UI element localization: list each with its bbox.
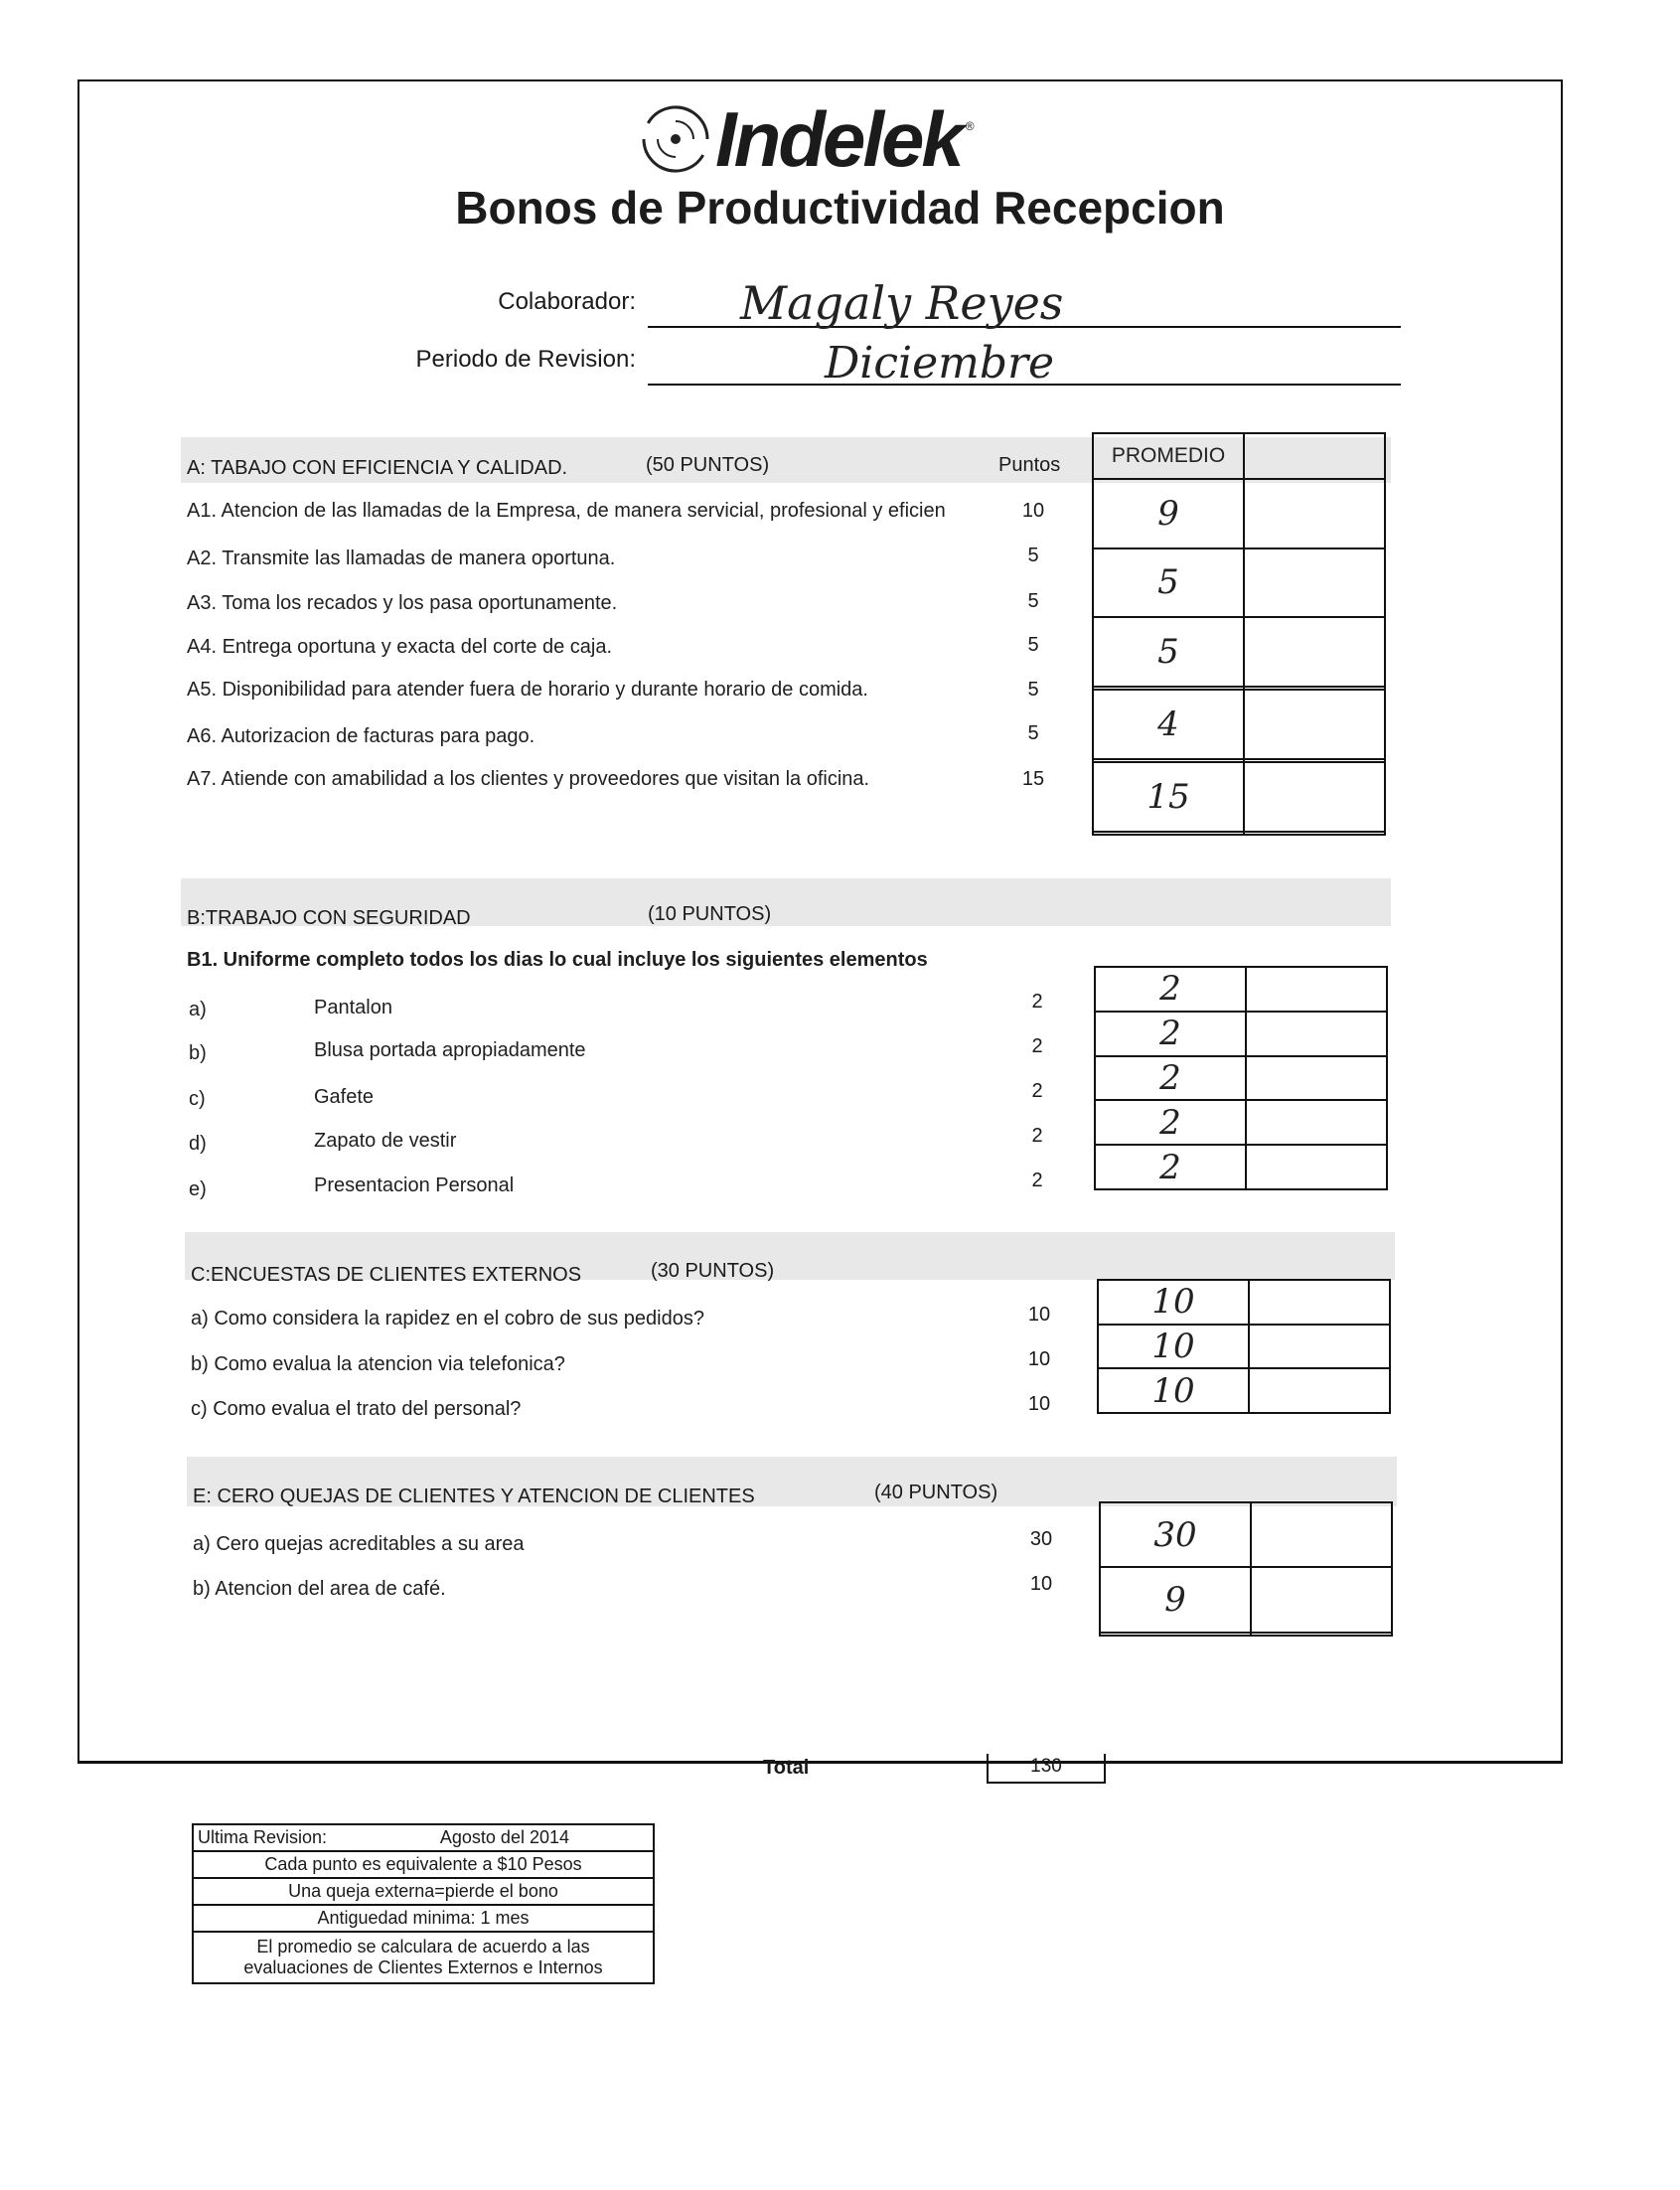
item-e-a: a) Cero quejas acreditables a su area <box>193 1533 525 1555</box>
section-e-title: E: CERO QUEJAS DE CLIENTES Y ATENCION DE CLIENTES <box>193 1486 755 1507</box>
total-label: Total <box>763 1757 810 1779</box>
pts-c-c: 10 <box>1027 1393 1051 1415</box>
section-a-title: A: TABAJO CON EFICIENCIA Y CALIDAD. <box>187 457 568 479</box>
pts-b-a: 2 <box>1031 991 1043 1013</box>
pts-a4: 5 <box>1027 634 1039 656</box>
item-a6: A6. Autorizacion de facturas para pago. <box>187 725 535 747</box>
periodo-value: Diciembre <box>825 338 1055 389</box>
section-c-title: C:ENCUESTAS DE CLIENTES EXTERNOS <box>191 1264 582 1286</box>
item-a2: A2. Transmite las llamadas de manera oportuna. <box>187 548 616 569</box>
item-c-a: a) Como considera la rapidez en el cobro de sus pedidos? <box>191 1308 704 1330</box>
item-b-presentacion: Presentacion Personal <box>314 1174 515 1196</box>
extra-cell <box>1244 479 1385 548</box>
item-b-zapato: Zapato de vestir <box>314 1130 457 1152</box>
score-a3: 5 <box>1093 617 1244 687</box>
note-line-3: Antiguedad minima: 1 mes <box>194 1906 653 1933</box>
pts-a5: 5 <box>1027 679 1039 701</box>
note-line-4a: El promedio se calculara de acuerdo a las <box>256 1937 590 1956</box>
promedio-header: PROMEDIO <box>1093 433 1244 479</box>
item-c-b: b) Como evalua la atencion via telefonica? <box>191 1353 565 1375</box>
item-b-letter-c: c) <box>189 1088 206 1110</box>
pts-b-c: 2 <box>1031 1080 1043 1102</box>
score-b-a: 2 <box>1095 967 1246 1012</box>
score-b-d: 2 <box>1095 1100 1246 1145</box>
extra-cell <box>1246 1100 1387 1145</box>
puntos-header: Puntos <box>998 454 1061 476</box>
section-c-points: (30 PUNTOS) <box>651 1260 775 1282</box>
extra-cell <box>1251 1502 1392 1567</box>
item-b-blusa: Blusa portada apropiadamente <box>314 1039 586 1061</box>
revision-value: Agosto del 2014 <box>439 1827 569 1847</box>
score-c-c: 10 <box>1098 1368 1249 1413</box>
pts-a6: 5 <box>1027 722 1039 744</box>
item-b-pantalon: Pantalon <box>314 997 392 1018</box>
pts-a3: 5 <box>1027 590 1039 612</box>
item-a5: A5. Disponibilidad para atender fuera de horario y durante horario de comida. <box>187 679 868 701</box>
score-b-e: 2 <box>1095 1145 1246 1189</box>
score-c-a: 10 <box>1098 1280 1249 1325</box>
section-e-score-table <box>1099 1501 1393 1637</box>
page-title: Bonos de Productividad Recepcion <box>455 182 1225 234</box>
periodo-label: Periodo de Revision: <box>415 346 636 373</box>
extra-header-cell <box>1244 433 1385 479</box>
pts-e-a: 30 <box>1029 1528 1053 1550</box>
extra-cell <box>1244 617 1385 687</box>
section-b-title: B:TRABAJO CON SEGURIDAD <box>187 907 471 929</box>
note-line-1: Cada punto es equivalente a $10 Pesos <box>194 1852 653 1879</box>
item-a1: A1. Atencion de las llamadas de la Empresa, de manera servicial, profesional y eficien <box>187 500 946 522</box>
pts-b-d: 2 <box>1031 1125 1043 1147</box>
item-c-c: c) Como evalua el trato del personal? <box>191 1398 522 1420</box>
item-b-gafete: Gafete <box>314 1086 375 1108</box>
item-b-letter-d: d) <box>189 1133 207 1155</box>
pts-a2: 5 <box>1027 545 1039 566</box>
item-a4: A4. Entrega oportuna y exacta del corte de caja. <box>187 636 613 658</box>
pts-a1: 10 <box>1021 500 1045 522</box>
score-a7: 15 <box>1093 762 1244 832</box>
section-c-score-table <box>1097 1279 1391 1414</box>
total-value: 130 <box>987 1754 1106 1784</box>
extra-cell <box>1246 967 1387 1012</box>
section-b-points: (10 PUNTOS) <box>648 903 772 925</box>
score-b-b: 2 <box>1095 1012 1246 1056</box>
score-empty <box>1100 1633 1251 1636</box>
score-a5: 4 <box>1093 690 1244 759</box>
colaborador-value: Magaly Reyes <box>740 276 1064 330</box>
extra-cell <box>1244 832 1385 835</box>
item-b-letter-a: a) <box>189 999 207 1020</box>
section-e-points: (40 PUNTOS) <box>874 1482 998 1503</box>
logo-text: Indelek <box>715 94 962 183</box>
pts-b-b: 2 <box>1031 1035 1043 1057</box>
extra-cell <box>1246 1012 1387 1056</box>
section-a-score-table <box>1092 432 1386 836</box>
score-c-b: 10 <box>1098 1325 1249 1369</box>
extra-cell <box>1251 1567 1392 1632</box>
extra-cell <box>1244 690 1385 759</box>
extra-cell <box>1249 1325 1390 1369</box>
item-e-b: b) Atencion del area de café. <box>193 1578 446 1600</box>
section-b-subtitle: B1. Uniforme completo todos los dias lo cual incluye los siguientes elementos <box>187 949 928 971</box>
colaborador-label: Colaborador: <box>498 288 636 315</box>
pts-c-a: 10 <box>1027 1304 1051 1326</box>
extra-cell <box>1244 548 1385 618</box>
pts-a7: 15 <box>1021 768 1045 790</box>
item-a3: A3. Toma los recados y los pasa oportunamente. <box>187 592 618 614</box>
pts-b-e: 2 <box>1031 1170 1043 1191</box>
swirl-logo-icon <box>636 99 715 179</box>
item-b-letter-e: e) <box>189 1178 207 1200</box>
extra-cell <box>1249 1368 1390 1413</box>
item-b-letter-b: b) <box>189 1042 207 1064</box>
section-a-points: (50 PUNTOS) <box>646 454 770 476</box>
extra-cell <box>1244 762 1385 832</box>
note-line-2: Una queja externa=pierde el bono <box>194 1879 653 1906</box>
extra-cell <box>1246 1056 1387 1101</box>
score-a1: 9 <box>1093 479 1244 548</box>
extra-cell <box>1246 1145 1387 1189</box>
score-a2: 5 <box>1093 548 1244 618</box>
extra-cell <box>1251 1633 1392 1636</box>
note-line-4b: evaluaciones de Clientes Externos e Internos <box>243 1957 603 1977</box>
score-empty <box>1093 832 1244 835</box>
revision-row <box>194 1825 653 1852</box>
extra-cell <box>1249 1280 1390 1325</box>
item-a7: A7. Atiende con amabilidad a los clientes y proveedores que visitan la oficina. <box>187 768 870 790</box>
note-line-4 <box>194 1933 653 1982</box>
revision-label: Ultima Revision: <box>198 1827 328 1847</box>
company-logo <box>636 89 975 189</box>
score-e-b: 9 <box>1100 1567 1251 1632</box>
notes-box <box>192 1823 655 1984</box>
score-e-a: 30 <box>1100 1502 1251 1567</box>
registered-mark: ® <box>965 119 975 133</box>
section-b-score-table <box>1094 966 1388 1190</box>
pts-c-b: 10 <box>1027 1348 1051 1370</box>
pts-e-b: 10 <box>1029 1573 1053 1595</box>
score-b-c: 2 <box>1095 1056 1246 1101</box>
